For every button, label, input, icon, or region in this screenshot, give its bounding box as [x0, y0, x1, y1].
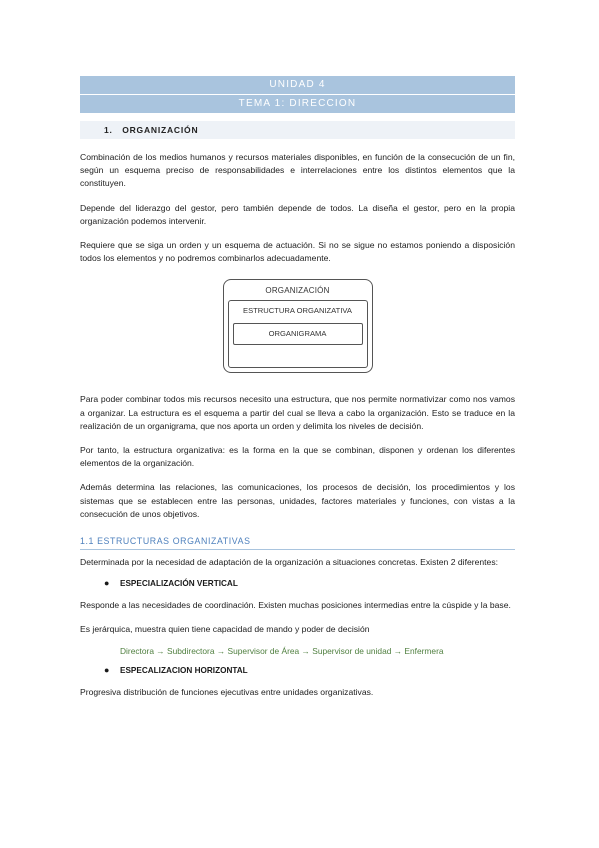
paragraph: Requiere que se siga un orden y un esquema de actuación. Si no se sigue no estamos poniendo a disposición todos los elementos y no podremos combinarlos adecuadamente.	[80, 240, 515, 264]
bullet-dot-icon: ●	[104, 578, 110, 589]
diagram-middle-label: ESTRUCTURA ORGANIZATIVA	[243, 306, 352, 316]
paragraph: Depende del liderazgo del gestor, pero también depende de todos. La diseña el gestor, pero en la propia organización podemos intervenir.	[80, 202, 515, 226]
theme-title: TEMA 1: DIRECCION	[238, 98, 357, 109]
diagram-middle-box	[228, 300, 368, 368]
diagram-outer-label: ORGANIZACIÓN	[265, 286, 330, 296]
bullet-dot-icon: ●	[104, 664, 110, 675]
header-banner	[80, 76, 515, 113]
subsection-title: 1.1 ESTRUCTURAS ORGANIZATIVAS	[80, 536, 515, 550]
unit-title: UNIDAD 4	[80, 76, 515, 95]
paragraph: Progresiva distribución de funciones ejecutivas entre unidades organizativas.	[80, 686, 374, 697]
paragraph: Determinada por la necesidad de adaptación de la organización a situaciones concretas. Existen 2 diferentes:	[80, 557, 499, 568]
paragraph: Además determina las relaciones, las comunicaciones, los procesos de decisión, los procedimientos y los sistemas que se establecen entre las personas, unidades, factores materiales y funciones, con vistas a la consecución de unos objetivos.	[80, 482, 515, 519]
paragraph: Por tanto, la estructura organizativa: es la forma en la que se combinan, disponen y ordenan los diferentes elementos de la organización.	[80, 445, 515, 469]
organization-diagram	[80, 279, 515, 373]
section-heading	[80, 121, 515, 139]
diagram-inner-box: ORGANIGRAMA	[233, 323, 363, 345]
bullet-label: ESPECIALIZACIÓN VERTICAL	[120, 579, 238, 589]
paragraph: Para poder combinar todos mis recursos necesito una estructura, que nos permite normativizar como nos vamos a organizar. La estructura es el esquema a partir del cual se lleva a cabo la organización. Esto se traduce en la realización de un organigrama, que nos aporta un orden y delimita los niveles de decisión.	[80, 394, 515, 431]
section-number: 1.	[104, 125, 113, 135]
paragraph: Combinación de los medios humanos y recursos materiales disponibles, en función de la consecución de un fin, según un esquema preciso de responsabilidades e interrelaciones entre los distintos elementos que la constituyen.	[80, 152, 515, 189]
bullet-label: ESPECALIZACION HORIZONTAL	[120, 665, 248, 675]
diagram-outer-box	[223, 279, 373, 373]
bullet-item	[80, 666, 515, 675]
hierarchy-chain: Directora → Subdirectora → Supervisor de Área → Supervisor de unidad → Enfermera	[120, 645, 444, 656]
paragraph: Responde a las necesidades de coordinación. Existen muchas posiciones intermedias entre la cúspide y la base.	[80, 600, 511, 611]
bullet-item	[80, 579, 515, 588]
document-page	[80, 76, 515, 699]
paragraph: Es jerárquica, muestra quien tiene capacidad de mando y poder de decisión	[80, 624, 370, 635]
section-title: ORGANIZACIÓN	[122, 125, 199, 135]
